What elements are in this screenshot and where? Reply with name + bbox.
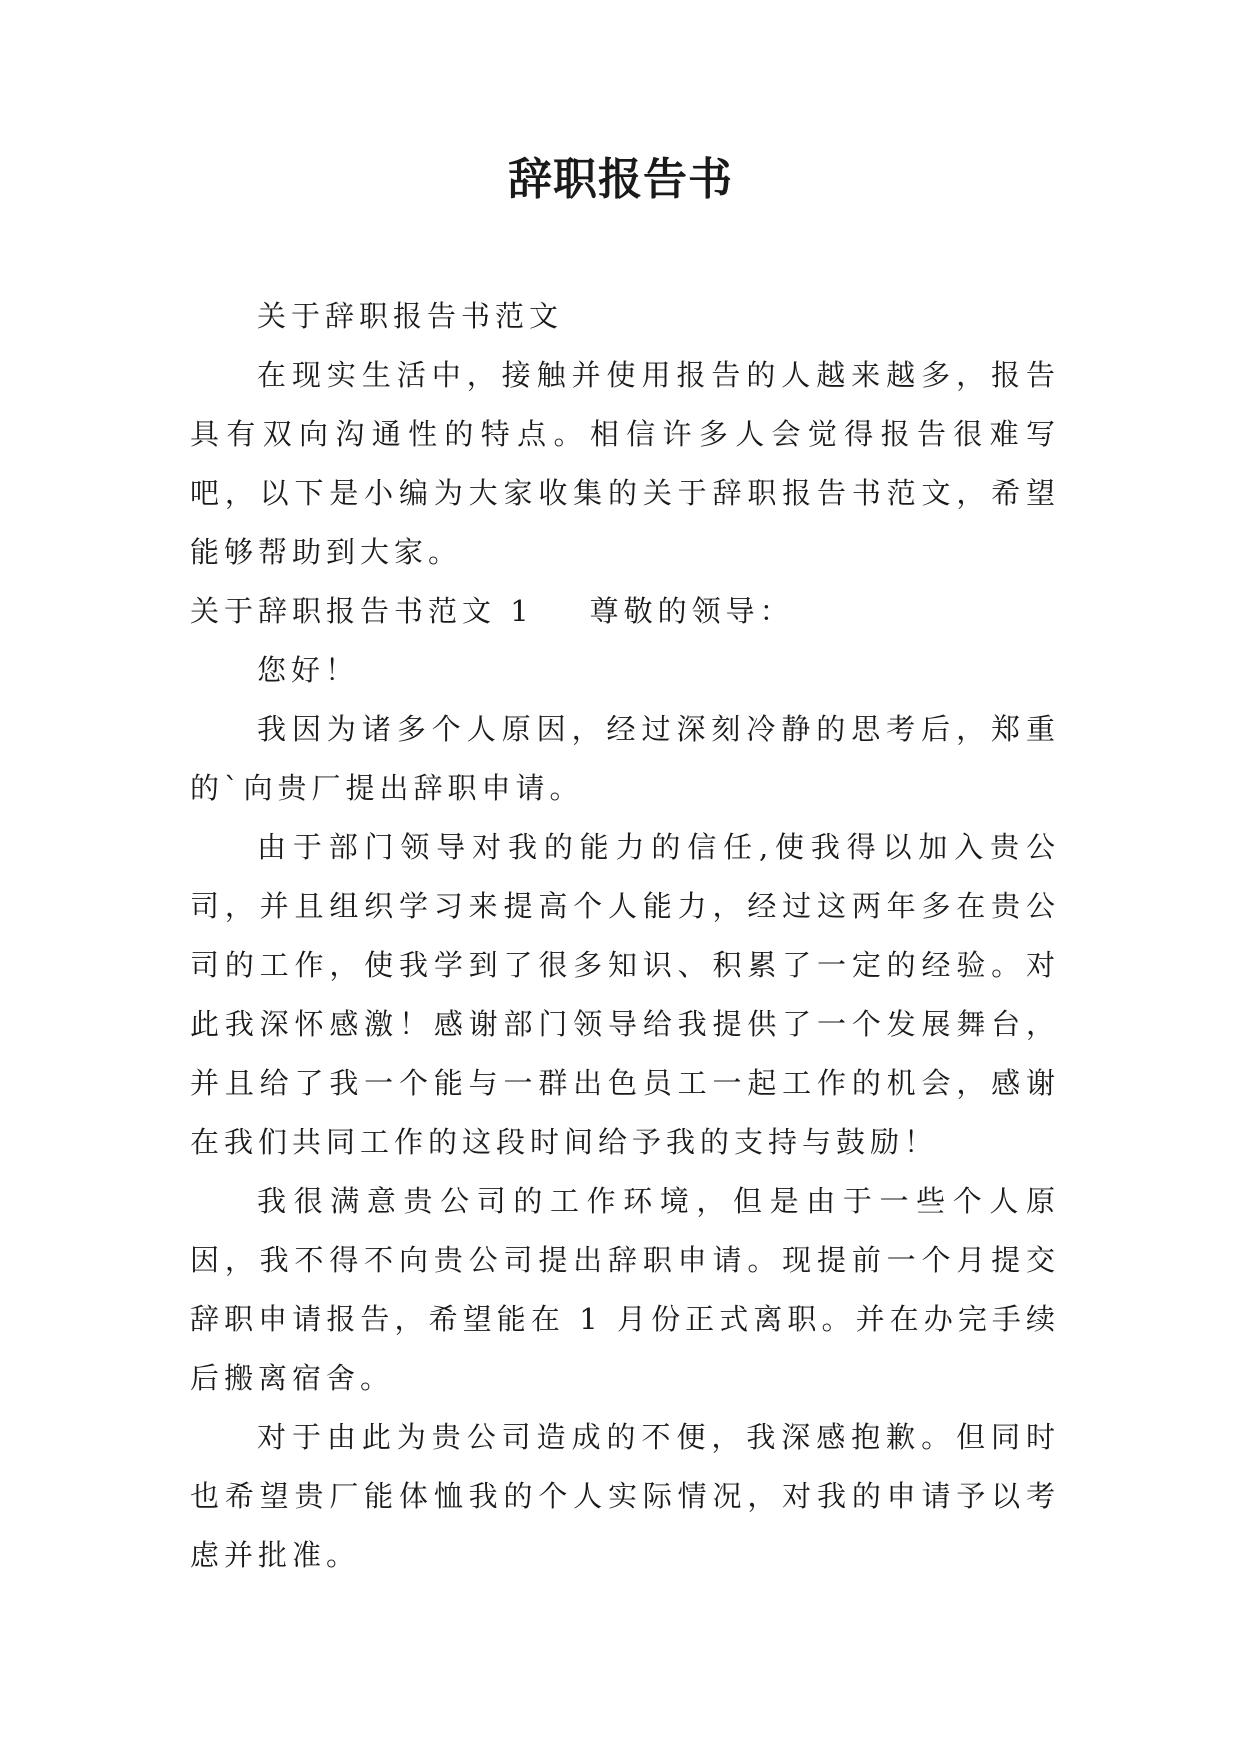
salutation: 尊敬的领导： (589, 594, 794, 628)
section-heading-line (190, 582, 1060, 641)
document-title: 辞职报告书 (508, 154, 733, 205)
body-paragraph: 对于由此为贵公司造成的不便，我深感抱歉。但同时也希望贵厂能体恤我的个人实际情况，对我的申请予以考虑并批准。 (190, 1420, 1060, 1572)
greeting: 您好！ (257, 653, 360, 687)
section-title: 关于辞职报告书范文 1 (190, 594, 534, 628)
document-body (190, 287, 1060, 1585)
body-paragraph: 我因为诸多个人原因，经过深刻冷静的思考后，郑重的`向贵厂提出辞职申请。 (190, 712, 1060, 805)
body-paragraph: 我很满意贵公司的工作环境，但是由于一些个人原因，我不得不向贵公司提出辞职申请。现提前一个月提交辞职申请报告，希望能在 1 月份正式离职。并在办完手续后搬离宿舍。 (190, 1184, 1060, 1395)
body-paragraph: 由于部门领导对我的能力的信任,使我得以加入贵公司，并且组织学习来提高个人能力，经过这两年多在贵公司的工作，使我学到了很多知识、积累了一定的经验。对此我深怀感激！感谢部门领导给我提供了一个发展舞台，并且给了我一个能与一群出色员工一起工作的机会，感谢在我们共同工作的这段时间给予我的支持与鼓励！ (190, 830, 1060, 1159)
subtitle: 关于辞职报告书范文 (257, 299, 564, 333)
intro-paragraph: 在现实生活中，接触并使用报告的人越来越多，报告具有双向沟通性的特点。相信许多人会觉得报告很难写吧，以下是小编为大家收集的关于辞职报告书范文，希望能够帮助到大家。 (190, 358, 1060, 569)
